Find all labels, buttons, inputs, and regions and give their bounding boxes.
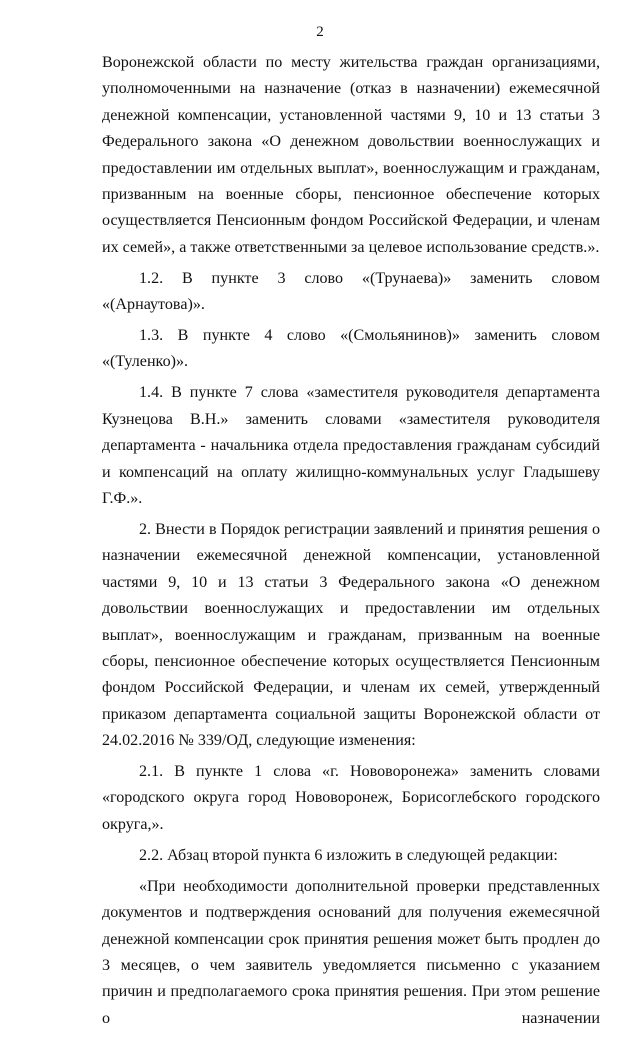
paragraph-2: 2. Внести в Порядок регистрации заявлений и принятия решения о назначении ежемесячной денежной компенсации, установленной частями 9, 10 и 13 статьи 3 Федерального закона «О денежном довольствии военнослужащих и предоставлении им отдельных выплат», военнослужащим и гражданам, призванным на военные сборы, пенсионное обеспечение которых осуществляется Пенсионным фондом Российской Федерации, и членам их семей, утвержденный приказом департамента социальной защиты Воронежской области от 24.02.2016 № 339/ОД, следующие изменения: bbox=[102, 520, 600, 750]
paragraph-1-4: 1.4. В пункте 7 слова «заместителя руководителя департамента Кузнецова В.Н.» заменить словами «заместителя руководителя департамента - начальника отдела предоставления гражданам субсидий и компенсаций на оплату жилищно-коммунальных услуг Гладышеву Г.Ф.». bbox=[102, 384, 600, 507]
paragraph-quote: «При необходимости дополнительной проверки представленных документов и подтверждения оснований для получения ежемесячной денежной компенсации срок принятия решения может быть продлен до 3 месяцев, о чем заявитель уведомляется письменно с указанием причин и предполагаемого срока принятия решения. При этом решение о назначении bbox=[102, 877, 600, 1027]
paragraph-1-3: 1.3. В пункте 4 слово «(Смольянинов)» заменить словом «(Туленко)». bbox=[102, 327, 600, 371]
paragraph-continuation: Воронежской области по месту жительства граждан организациями, уполномоченными на назначение (отказ в назначении) ежемесячной денежной компенсации, установленной частями 9, 10 и 13 статьи 3 Федерального закона «О денежном довольствии военнослужащих и предоставлении им отдельных выплат», военнослужащим и гражданам, призванным на военные сборы, пенсионное обеспечение которых осуществляется Пенсионным фондом Российской Федерации, и членам их семей», а также ответственными за целевое использование средств.». bbox=[102, 54, 600, 256]
paragraph-2-1: 2.1. В пункте 1 слова «г. Нововоронежа» заменить словами «городского округа город Нововоронеж, Борисоглебского городского округа,». bbox=[102, 763, 600, 833]
page-number: 2 bbox=[316, 24, 324, 40]
paragraph-2-2: 2.2. Абзац второй пункта 6 изложить в следующей редакции: bbox=[139, 846, 558, 864]
paragraph-1-2: 1.2. В пункте 3 слово «(Трунаева)» заменить словом «(Арнаутова)». bbox=[102, 269, 600, 314]
document-body bbox=[102, 50, 600, 1037]
